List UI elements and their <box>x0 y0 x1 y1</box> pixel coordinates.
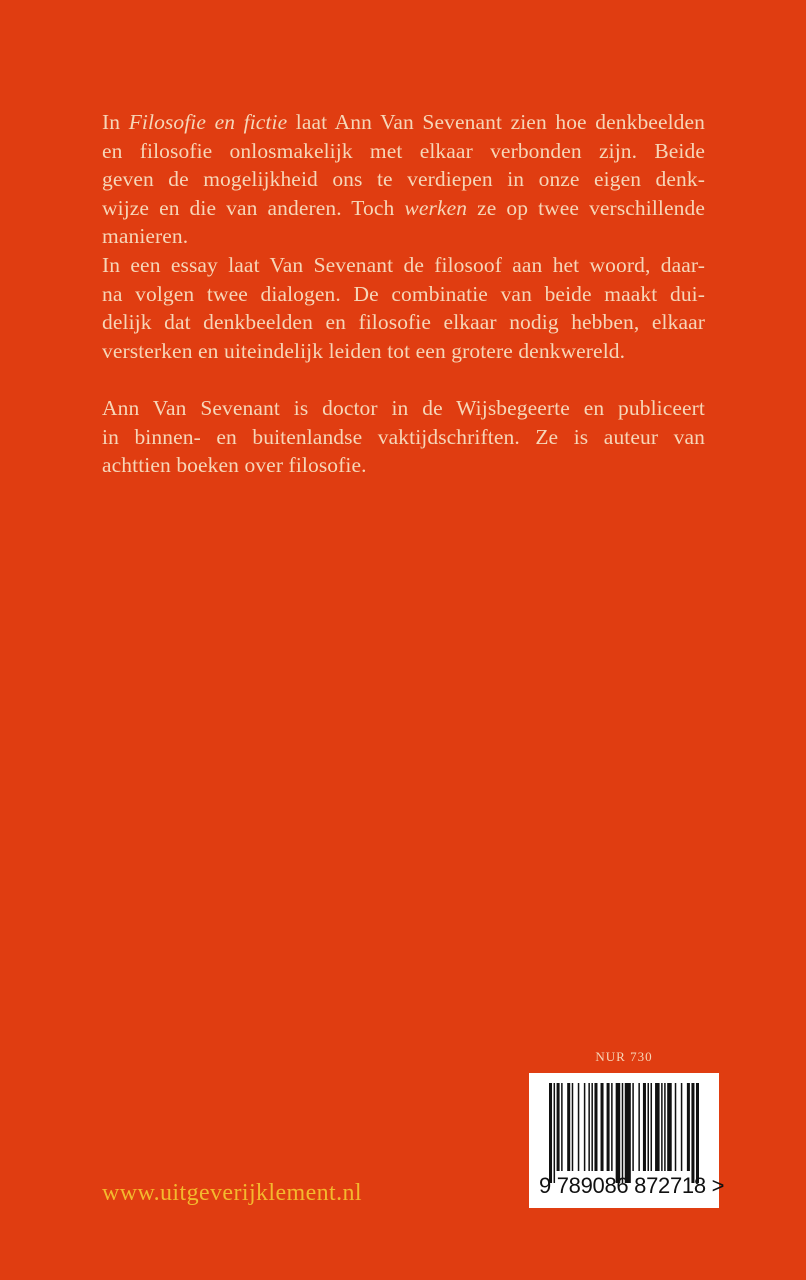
text-line: In Filosofie en fictie laat Ann Van Sevenant zien hoe denkbeelden <box>102 110 706 134</box>
nur-code: NUR 730 <box>595 1049 653 1064</box>
text-line: na volgen twee dialogen. De combinatie van beide maakt dui- <box>102 281 705 306</box>
isbn-barcode <box>529 1073 725 1208</box>
text-line: wijze en die van anderen. Toch werken ze op twee verschillende <box>102 195 705 220</box>
emphasis: werken <box>404 195 468 220</box>
book-title: Filosofie en fictie <box>128 110 288 134</box>
description-paragraph <box>102 108 705 365</box>
text-line: manieren. <box>102 224 189 249</box>
text-line: geven de mogelijkheid ons te verdiepen in onze eigen denk- <box>102 167 705 192</box>
text-line: In een essay laat Van Sevenant de filosoof aan het woord, daar- <box>102 252 705 277</box>
text-line: versterken en uiteindelijk leiden tot een grotere denkwereld. <box>102 338 626 363</box>
author-bio-paragraph <box>102 394 705 480</box>
back-cover-blurb <box>102 108 705 480</box>
text-line: Ann Van Sevenant is doctor in de Wijsbegeerte en publiceert <box>102 395 705 420</box>
text-line: achttien boeken over filosofie. <box>102 453 367 478</box>
text-line: in binnen- en buitenlandse vaktijdschriften. Ze is auteur van <box>102 424 705 449</box>
barcode-bars-icon <box>549 1083 699 1183</box>
isbn-number: 9 789086 872718 > <box>539 1173 725 1198</box>
text-line: en filosofie onlosmakelijk met elkaar verbonden zijn. Beide <box>102 138 705 163</box>
publisher-website-link[interactable]: www.uitgeverijklement.nl <box>102 1180 362 1206</box>
text-line: delijk dat denkbeelden en filosofie elkaar nodig hebben, elkaar <box>102 310 705 335</box>
